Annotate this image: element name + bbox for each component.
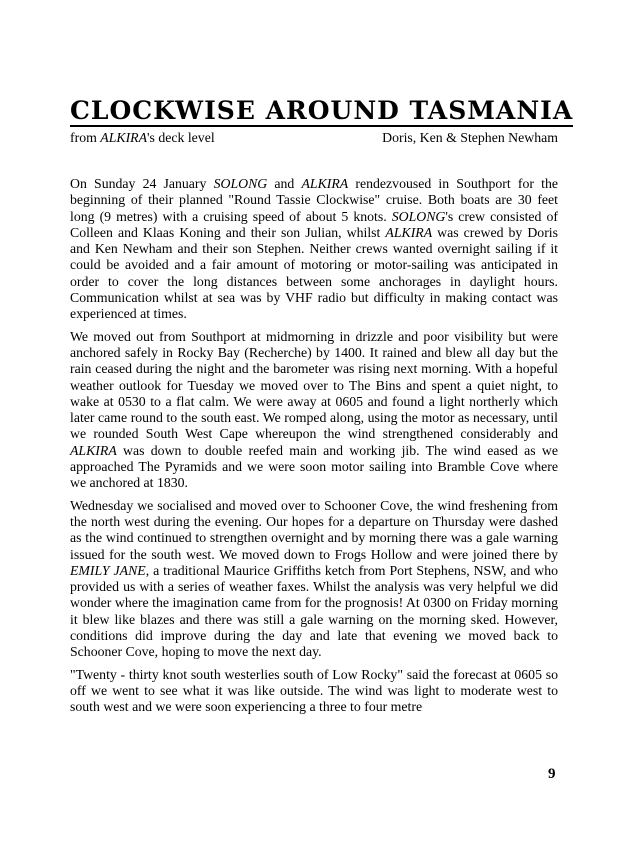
paragraph xyxy=(70,667,558,716)
article-body xyxy=(70,176,558,722)
vessel-name: EMILY JANE xyxy=(70,562,146,578)
vessel-name: SOLONG xyxy=(391,208,446,224)
paragraph-text: , a traditional Maurice Griffiths ketch from Port Stephens, NSW, and who provided us with a series of weather faxes. Whilst the analysis was very helpful we did wonder where the imagination came from for the prognosis! At 0300 on Friday morning it blew like blazes and there was still a gale warning on the morning sked. However, conditions did improve during the day and late that evening we moved back to Schooner Cove, hoping to move the next day. xyxy=(70,562,558,660)
vessel-name: ALKIRA xyxy=(70,442,117,458)
paragraph-text: We moved out from Southport at midmorning in drizzle and poor visibility but were anchored safely in Rocky Bay (Recherche) by 1400. It rained and blew all day but the rain ceased during the night and the barometer was rising next morning. With a hopeful weather outlook for Tuesday we moved over to The Bins and spent a quiet night, to wake at 0530 to a flat calm. We were away at 0605 and found a light northerly which later came round to the south east. We romped along, using the motor as necessary, until we rounded South West Cape whereupon the wind strengthened considerably and xyxy=(70,328,558,442)
article-title-text: CLOCKWISE AROUND TASMANIA xyxy=(70,96,574,125)
paragraph-text: was down to double reefed main and working jib. The wind eased as we approached The Pyramids and we were soon motor sailing into Bramble Cove where we anchored at 1830. xyxy=(70,442,558,491)
byline-vessel: ALKIRA xyxy=(100,130,148,145)
paragraph-text: 's crew consisted of Colleen and Klaas Koning and their son Julian, whilst xyxy=(70,208,558,240)
byline xyxy=(70,129,558,147)
paragraph xyxy=(70,329,558,492)
paragraph xyxy=(70,498,558,661)
page-number: 9 xyxy=(548,766,556,782)
vessel-name: SOLONG xyxy=(213,176,268,191)
paragraph-text: rendezvoused in Southport for the beginning of their planned "Round Tassie Clockwise" cruise. Both boats are 30 feet long (9 metres) with a cruising speed of about 5 knots. xyxy=(70,176,558,224)
article-title xyxy=(70,96,574,126)
byline-authors: Doris, Ken & Stephen Newham xyxy=(382,130,558,145)
paragraph-text: was crewed by Doris and Ken Newham and their son Stephen. Neither crews wanted overnight sailing if it could be avoided and a fair amount of motoring or motor-sailing was anticipated in order to cover the long distances between some anchorages in daylight hours. Communication whilst at sea was by VHF radio but difficulty in making contact was experienced at times. xyxy=(70,224,559,322)
byline-source xyxy=(70,129,215,147)
vessel-name: ALKIRA xyxy=(301,176,349,191)
paragraph-text: "Twenty - thirty knot south westerlies south of Low Rocky" said the forecast at 0605 so off we went to see what it was like outside. The wind was light to moderate west to south west and we were soon experiencing a three to four metre xyxy=(70,666,558,715)
paragraph xyxy=(70,176,558,323)
byline-from: from xyxy=(70,130,97,145)
byline-suffix: 's deck level xyxy=(147,130,215,145)
vessel-name: ALKIRA xyxy=(385,224,433,240)
paragraph-text: Wednesday we socialised and moved over to Schooner Cove, the wind freshening from the north west during the evening. Our hopes for a departure on Thursday were dashed as the wind continued to strengthen overnight and by morning there was a gale warning issued for the south west. We moved down to Frogs Hollow and were joined there by xyxy=(70,497,558,562)
paragraph-text: On Sunday 24 January xyxy=(70,176,214,191)
paragraph-text: and xyxy=(267,176,302,191)
